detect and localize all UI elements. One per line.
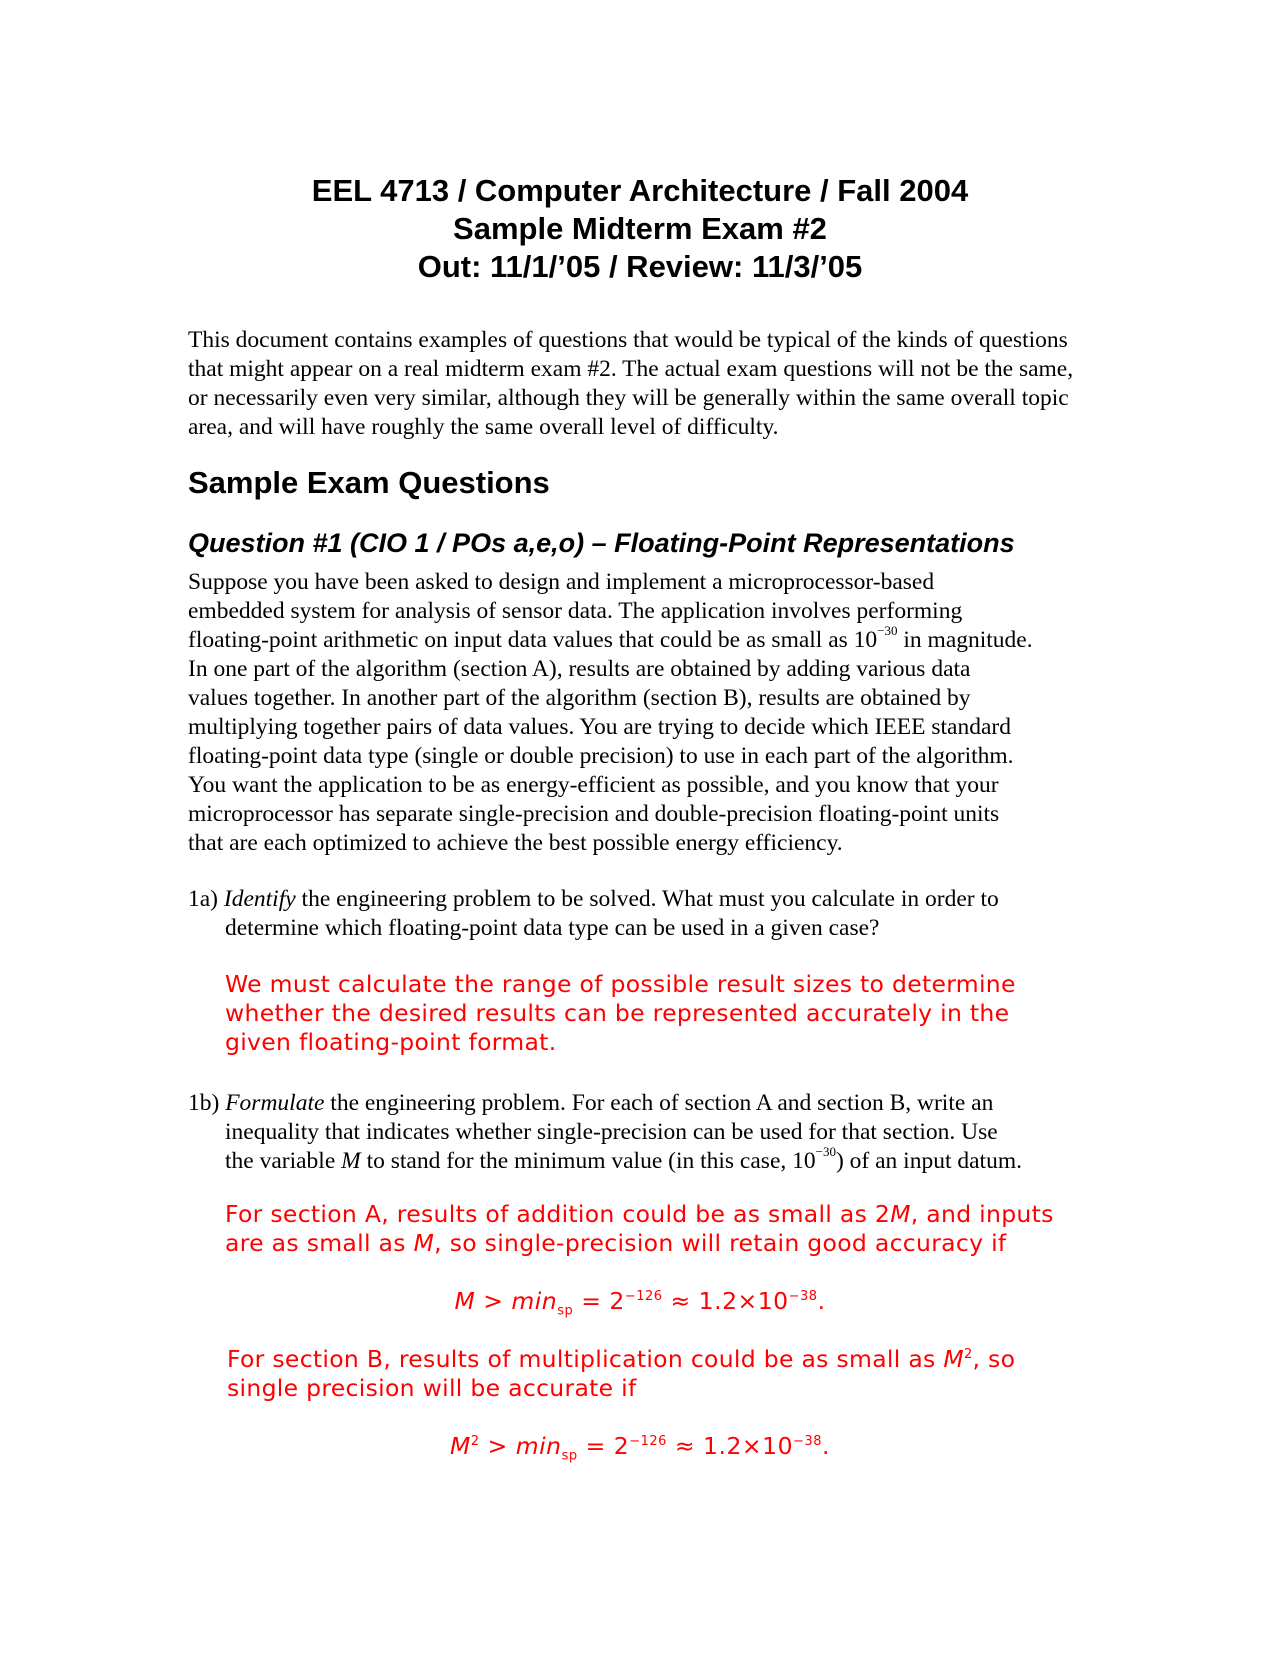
question-1a-line: determine which floating-point data type can be used in a given case? bbox=[225, 915, 880, 941]
formula-approx: ≈ 1.2×10 bbox=[662, 1287, 789, 1315]
formula-subscript: sp bbox=[561, 1448, 578, 1464]
formula-eq: = 2 bbox=[573, 1287, 625, 1315]
part-verb: Identify bbox=[223, 886, 296, 912]
answer-line: single precision will be accurate if bbox=[227, 1374, 637, 1402]
exponent: −38 bbox=[788, 1289, 818, 1305]
title-dates: Out: 11/1/’05 / Review: 11/3/’05 bbox=[417, 249, 863, 284]
variable-m: M bbox=[943, 1345, 964, 1373]
title-exam: Sample Midterm Exam #2 bbox=[453, 211, 827, 246]
question-1b bbox=[188, 1089, 1088, 1176]
part-text: to stand for the minimum value (in this case, 10 bbox=[360, 1148, 816, 1174]
question-1a-line bbox=[188, 885, 1088, 914]
formula-section-b bbox=[0, 1432, 1280, 1464]
scenario-line: multiplying together pairs of data values. You are trying to decide which IEEE standard bbox=[188, 714, 1011, 740]
formula-op: > bbox=[479, 1432, 516, 1460]
scenario-line bbox=[188, 623, 1108, 655]
answer-1b-section-b bbox=[227, 1345, 1015, 1403]
question-1a bbox=[188, 885, 1088, 943]
part-text: the engineering problem to be solved. What must you calculate in order to bbox=[295, 886, 999, 912]
answer-text: , so bbox=[972, 1345, 1016, 1373]
scenario-line: values together. In another part of the algorithm (section B), results are obtained by bbox=[188, 685, 971, 711]
formula-end: . bbox=[821, 1432, 830, 1460]
scenario-line: that are each optimized to achieve the best possible energy efficiency. bbox=[188, 830, 843, 856]
answer-line: whether the desired results can be represented accurately in the bbox=[225, 999, 1010, 1027]
exponent: −38 bbox=[793, 1434, 822, 1450]
exponent: 2 bbox=[470, 1434, 480, 1450]
answer-text: For section B, results of multiplication could be as small as bbox=[227, 1345, 944, 1373]
answer-line bbox=[225, 1229, 1054, 1258]
formula-eq: = 2 bbox=[577, 1432, 630, 1460]
question-1b-line bbox=[188, 1144, 1088, 1176]
formula-op: > bbox=[475, 1287, 512, 1315]
exponent: −30 bbox=[815, 1144, 836, 1160]
part-verb: Formulate bbox=[225, 1090, 325, 1116]
formula-min: min bbox=[511, 1287, 558, 1315]
answer-1a bbox=[225, 970, 1016, 1057]
part-text: the engineering problem. For each of section A and section B, write an bbox=[324, 1090, 994, 1116]
variable-m: M bbox=[413, 1229, 435, 1257]
scenario-line: You want the application to be as energy-efficient as possible, and you know that your bbox=[188, 772, 999, 798]
question-1b-line: inequality that indicates whether single-precision can be used for that section. Use bbox=[225, 1119, 998, 1145]
variable-m: M bbox=[450, 1432, 471, 1460]
exponent: −126 bbox=[624, 1289, 663, 1305]
scenario-text: in magnitude. bbox=[897, 627, 1033, 653]
answer-line: given floating-point format. bbox=[225, 1028, 557, 1056]
formula-min: min bbox=[515, 1432, 562, 1460]
exponent: 2 bbox=[963, 1347, 973, 1363]
formula-section-a bbox=[0, 1287, 1280, 1319]
exponent: −30 bbox=[877, 623, 898, 639]
scenario-line: embedded system for analysis of sensor data. The application involves performing bbox=[188, 598, 963, 624]
scenario-text: floating-point arithmetic on input data values that could be as small as 10 bbox=[188, 627, 878, 653]
title-course: EEL 4713 / Computer Architecture / Fall 2004 bbox=[311, 173, 969, 208]
intro-paragraph: This document contains examples of questions that would be typical of the kinds of questions that might appear on a real midterm exam #2. The actual exam questions will not be the same, or necessarily even very similar, although they will be generally within the same overall topic area, and will have roughly the same overall level of difficulty. bbox=[188, 327, 1074, 440]
part-label: 1b) bbox=[188, 1090, 226, 1116]
answer-1b-section-a bbox=[225, 1200, 1054, 1258]
question-1-scenario bbox=[188, 568, 1108, 858]
scenario-line: In one part of the algorithm (section A), results are obtained by adding various data bbox=[188, 656, 971, 682]
part-text: ) of an input datum. bbox=[835, 1148, 1022, 1174]
answer-line bbox=[227, 1345, 1015, 1374]
answer-text: , and inputs bbox=[910, 1200, 1054, 1228]
exponent: −126 bbox=[629, 1434, 667, 1450]
scenario-line: floating-point data type (single or double precision) to use in each part of the algorithm. bbox=[188, 743, 1014, 769]
question-1b-line bbox=[188, 1089, 1088, 1118]
question-1-heading: Question #1 (CIO 1 / POs a,e,o) – Floating-Point Representations bbox=[188, 528, 1015, 558]
scenario-line: microprocessor has separate single-precision and double-precision floating-point units bbox=[188, 801, 1000, 827]
answer-text: For section A, results of addition could be as small as 2 bbox=[225, 1200, 891, 1228]
answer-text: are as small as bbox=[225, 1229, 414, 1257]
answer-line: We must calculate the range of possible result sizes to determine bbox=[225, 970, 1016, 998]
document-title bbox=[0, 172, 1280, 286]
formula-subscript: sp bbox=[557, 1303, 574, 1319]
variable-m: M bbox=[341, 1148, 361, 1174]
part-label: 1a) bbox=[188, 886, 224, 912]
formula-approx: ≈ 1.2×10 bbox=[666, 1432, 794, 1460]
answer-text: , so single-precision will retain good accuracy if bbox=[434, 1229, 1007, 1257]
variable-m: M bbox=[890, 1200, 911, 1228]
variable-m: M bbox=[454, 1287, 476, 1315]
part-text: the variable bbox=[225, 1148, 342, 1174]
scenario-line: Suppose you have been asked to design and implement a microprocessor-based bbox=[188, 569, 935, 595]
section-heading: Sample Exam Questions bbox=[188, 465, 550, 500]
formula-end: . bbox=[817, 1287, 826, 1315]
answer-line bbox=[225, 1200, 1054, 1229]
